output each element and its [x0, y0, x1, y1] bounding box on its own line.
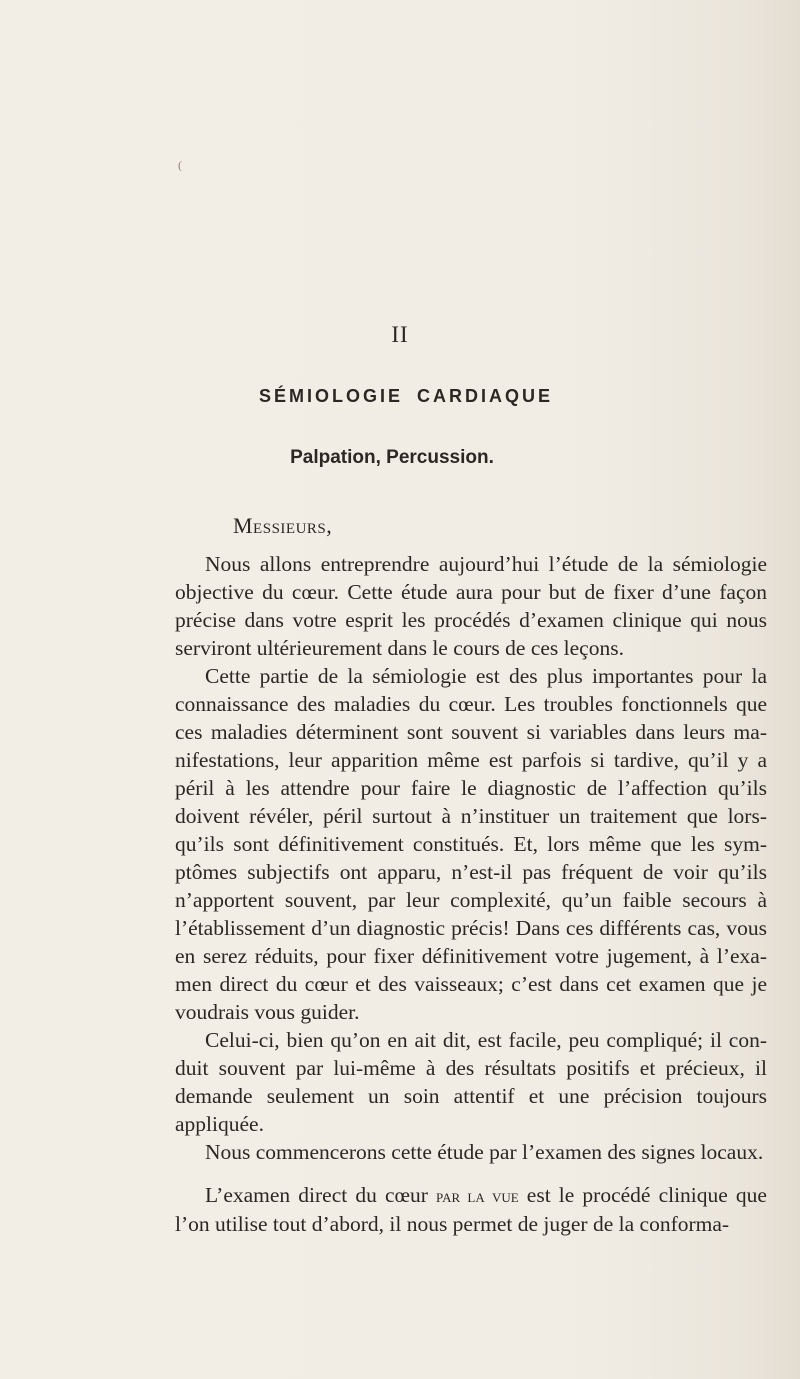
salutation: Messieurs, [233, 513, 333, 538]
paragraph-importance: Cette partie de la sémiologie est des plus importantes pour la connaissance des maladies du cœur. Les troubles fonctionnels que ces maladies déterminent sont souvent si variables dans leurs manifestations, leur apparition même est parfois si tardive, qu’il y a péril à les attendre pour faire le diagnostic de l’affection qu’ils doivent révéler, péril surtout à n’instituer un traitement que lorsqu’ils sont définitivement constitués. Et, lors même que les symptômes subjectifs ont apparu, n’est-il pas fréquent de voir qu’ils n’apportent souvent, par leur complexité, qu’un faible secours à l’établissement d’un diagnostic précis! Dans ces différents cas, vous en serez réduits, pour fixer définitivement votre jugement, à l’examen direct du cœur et des vaisseaux; c’est dans cet examen que je voudrais vous guider. [175, 664, 767, 1024]
paragraph-method: Celui-ci, bien qu’on en ait dit, est facile, peu compliqué; il conduit souvent par lui-même à des résultats positifs et précieux, il demande seulement un soin attentif et une précision toujours appliquée. [175, 1028, 767, 1136]
paragraph-local-signs: Nous commencerons cette étude par l’examen des signes locaux. [205, 1140, 764, 1164]
margin-mark: ( [178, 158, 182, 172]
paragraph-visual-exam-end: est le procédé clinique que l’on utilise tout d’abord, il nous permet de juger de la conforma- [175, 1183, 767, 1236]
body-text [175, 550, 767, 1238]
paragraph-intro: Nous allons entreprendre aujourd’hui l’étude de la sémiologie objective du cœur. Cette étude aura pour but de fixer d’une façon précise dans votre esprit les procédés d’examen clinique qui nous serviront ultérieurement dans le cours de ces leçons. [175, 552, 767, 660]
paragraph-visual-exam-start: L’examen direct du cœur [205, 1183, 437, 1207]
paragraph-visual-exam [175, 1181, 767, 1238]
paragraph-visual-exam-smallcaps: par la vue [436, 1186, 519, 1206]
chapter-number: II [391, 322, 409, 347]
chapter-title: SÉMIOLOGIE CARDIAQUE [258, 386, 553, 406]
chapter-subtitle: Palpation, Percussion. [290, 447, 494, 468]
